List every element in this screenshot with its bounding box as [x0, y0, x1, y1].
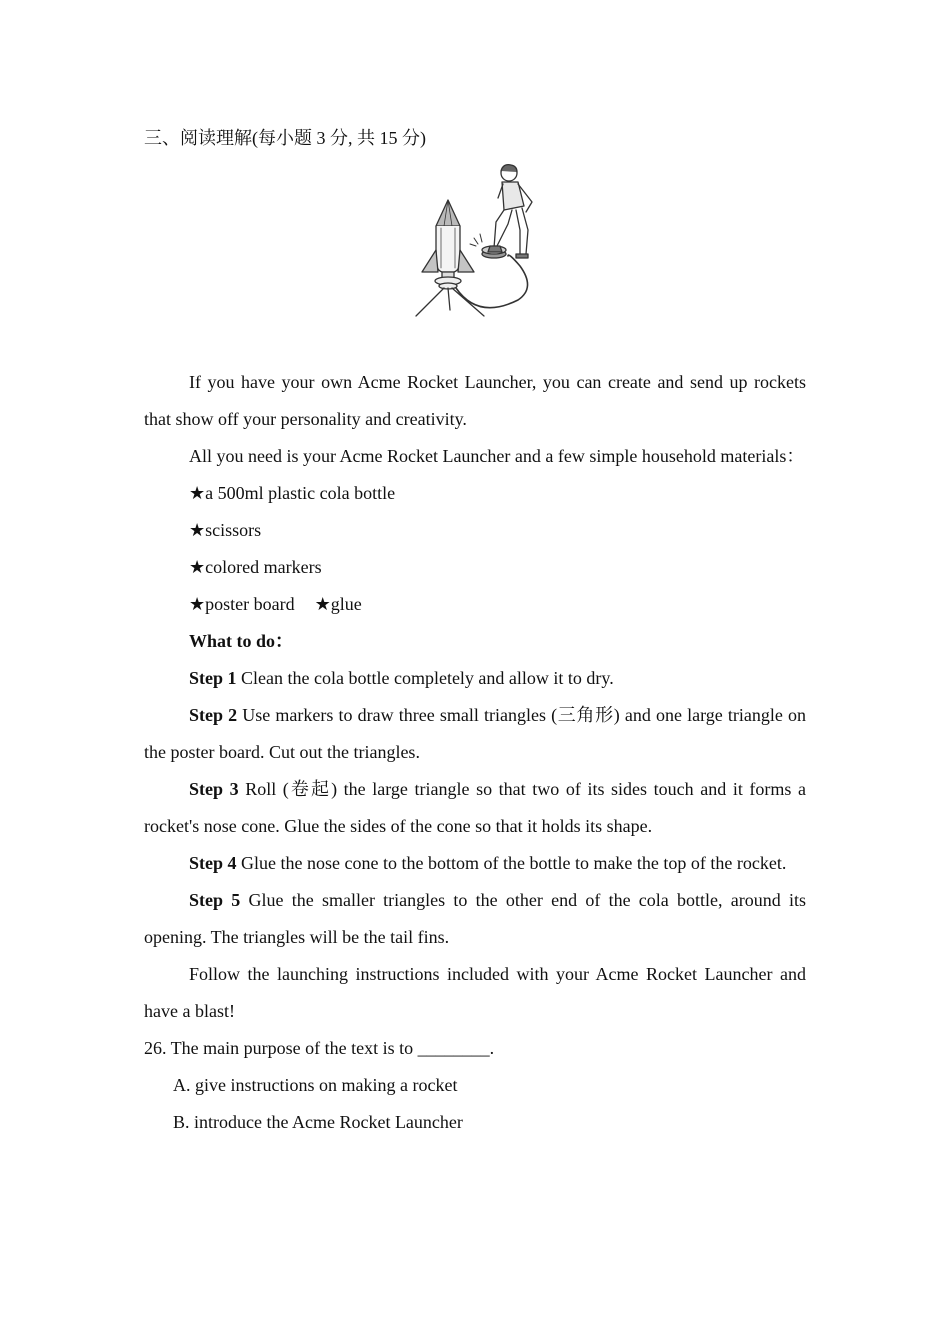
reading-passage — [144, 364, 806, 1141]
step-1: Step 1 Clean the cola bottle completely and allow it to dry. — [189, 668, 614, 688]
star-icon: ★ — [189, 520, 206, 540]
star-icon: ★ — [189, 557, 206, 577]
step-3: Step 3 Roll (卷起) the large triangle so that two of its sides touch and it forms a rocket's nose cone. Glue the sides of the cone so that it holds its shape. — [144, 779, 806, 836]
material-item: ★a 500ml plastic cola bottle — [189, 483, 396, 503]
step-5: Step 5 Glue the smaller triangles to the other end of the cola bottle, around its opening. The triangles will be the tail fins. — [144, 890, 806, 947]
step-4: Step 4 Glue the nose cone to the bottom of the bottle to make the top of the rocket. — [189, 853, 787, 873]
rocket-launch-illustration — [408, 160, 548, 322]
option-a: A. give instructions on making a rocket — [173, 1075, 458, 1095]
material-item: ★poster board ★glue — [189, 594, 362, 614]
material-item: ★scissors — [189, 520, 262, 540]
intro-paragraph-1: If you have your own Acme Rocket Launcher, you can create and send up rockets that show off your personality and creativity. — [144, 372, 806, 429]
intro-paragraph-2: All you need is your Acme Rocket Launcher and a few simple household materials： — [189, 446, 805, 466]
star-icon: ★ — [189, 594, 206, 614]
star-icon: ★ — [314, 594, 331, 614]
section-title: 三、阅读理解(每小题 3 分, 共 15 分) — [144, 128, 426, 148]
what-to-do-heading: What to do： — [189, 631, 294, 651]
option-b: B. introduce the Acme Rocket Launcher — [173, 1112, 463, 1132]
material-item: ★colored markers — [189, 557, 322, 577]
closing-paragraph: Follow the launching instructions included with your Acme Rocket Launcher and have a blast! — [144, 964, 806, 1021]
star-icon: ★ — [189, 483, 206, 503]
step-2: Step 2 Use markers to draw three small triangles (三角形) and one large triangle on the poster board. Cut out the triangles. — [144, 705, 806, 762]
question-stem: 26. The main purpose of the text is to ________. — [144, 1038, 495, 1058]
